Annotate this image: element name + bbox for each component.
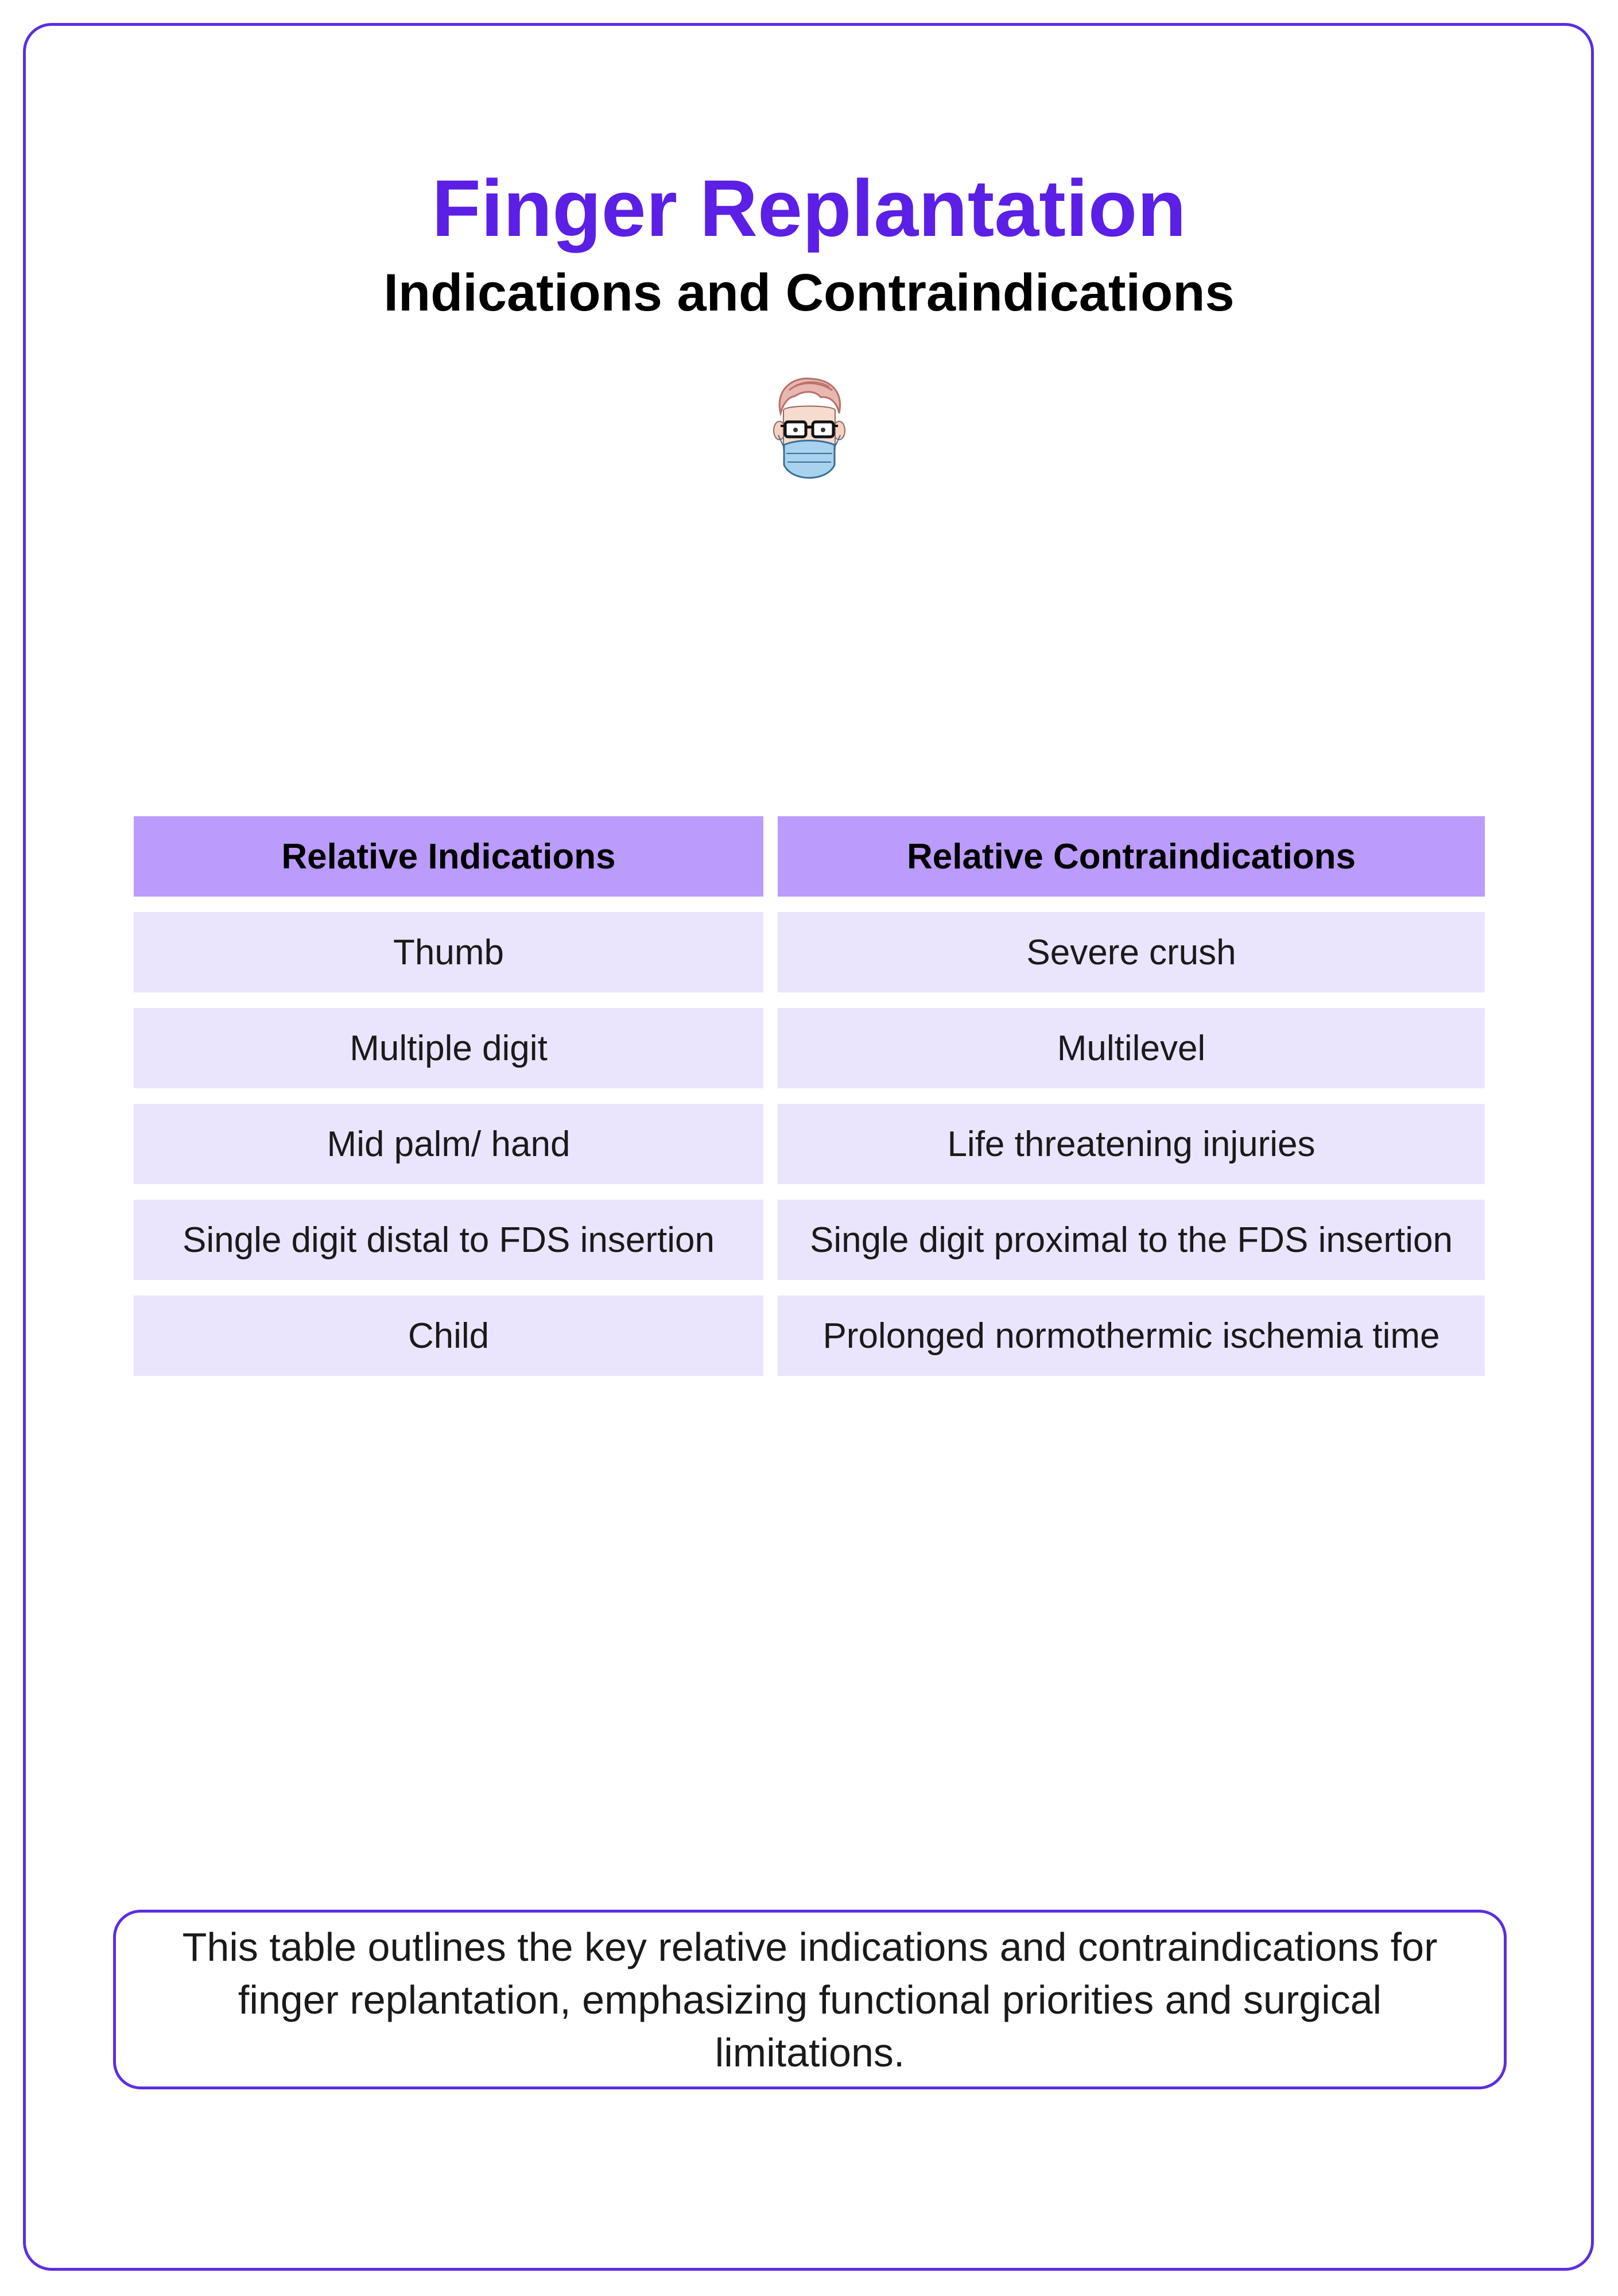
table-cell-contraindication: Single digit proximal to the FDS insertion — [778, 1200, 1485, 1280]
table-cell-contraindication: Severe crush — [778, 912, 1485, 992]
page-subtitle: Indications and Contraindications — [383, 263, 1235, 322]
table-header-contraindications: Relative Contraindications — [778, 816, 1485, 897]
table-cell-contraindication: Life threatening injuries — [778, 1104, 1485, 1184]
table-cell-contraindication: Prolonged normothermic ischemia time — [778, 1296, 1485, 1376]
table-cell-indication: Mid palm/ hand — [134, 1104, 763, 1184]
table-cell-indication: Child — [134, 1296, 763, 1376]
masked-doctor-avatar-icon — [763, 373, 855, 488]
table-cell-indication: Single digit distal to FDS insertion — [134, 1200, 763, 1280]
summary-note: This table outlines the key relative indications and contraindications for finger replantation, emphasizing functional priorities and surgical limitations. — [113, 1910, 1507, 2089]
page-title: Finger Replantation — [432, 163, 1186, 253]
table-cell-indication: Thumb — [134, 912, 763, 992]
table-cell-contraindication: Multilevel — [778, 1008, 1485, 1088]
table-cell-indication: Multiple digit — [134, 1008, 763, 1088]
table-header-indications: Relative Indications — [134, 816, 763, 897]
